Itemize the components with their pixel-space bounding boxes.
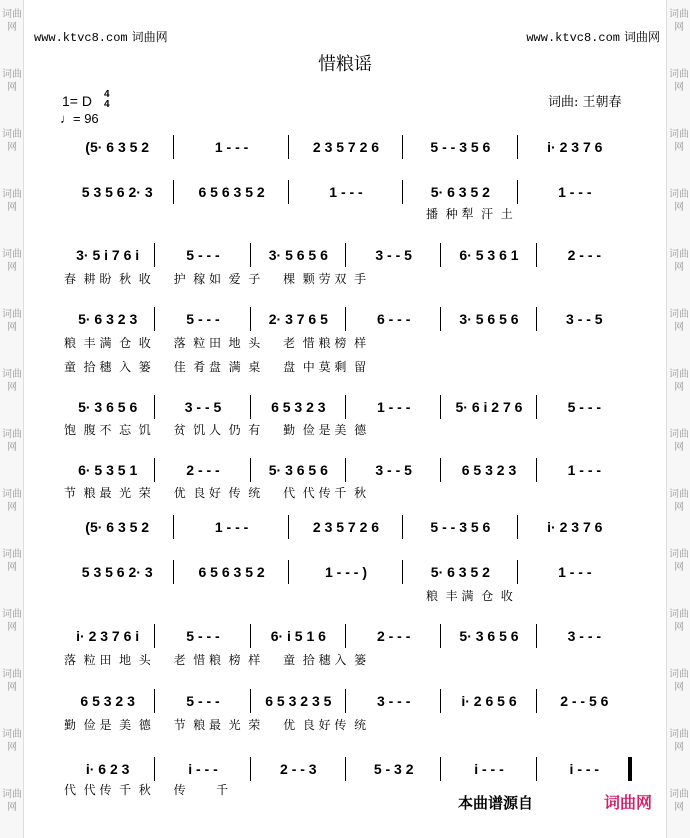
side-watermark: 词曲网 [2,729,22,753]
measure-notes: 2 - - 3 [280,761,317,777]
measure [289,135,403,159]
measure [289,560,403,584]
measure [403,180,517,204]
measure-notes: 6· i 5 1 6 [270,628,326,644]
measure-notes: 5· 3 6 5 6 [78,399,138,415]
measure-notes: 3· 5 6 5 6 [268,247,328,263]
side-watermark: 词曲网 [669,609,689,633]
measure-notes: i - - - [188,761,218,777]
measure [537,458,632,482]
measure [251,307,346,331]
header-watermark-right: www.ktvc8.com 词曲网 [526,30,660,45]
side-watermark: 词曲网 [2,369,22,393]
measure-notes: 5 - - - [186,628,220,644]
measure-notes: 1 - - - [376,399,411,415]
measure-notes: 5 - - - [186,247,220,263]
side-watermark: 词曲网 [669,369,689,393]
measure [174,135,288,159]
side-watermark: 词曲网 [669,309,689,333]
measure-notes: 2 - - - [376,628,411,644]
measure [60,515,174,539]
measure-notes: 1 - - - [558,184,592,200]
measure-notes: 2· 3 7 6 5 [268,311,328,327]
measure [537,757,632,781]
side-watermark: 词曲网 [669,429,689,453]
measure [155,624,250,648]
measure [251,458,346,482]
measure [60,689,155,713]
measure-notes: i· 2 3 7 6 i [76,628,140,644]
measure [518,560,632,584]
measure [60,560,174,584]
measure-notes: 6 5 3 2 3 [461,462,517,478]
measure-notes: 1 - - - [329,184,363,200]
measure [346,689,441,713]
measure [441,307,536,331]
measure-notes: i· 2 6 5 6 [461,693,517,709]
left-margin-strip [0,0,24,838]
score-row [60,515,632,539]
measure-notes: i - - - [569,761,600,777]
score-row [60,689,632,713]
measure [155,689,250,713]
side-watermark: 词曲网 [669,129,689,153]
measure [441,458,536,482]
side-watermark: 词曲网 [669,189,689,213]
measure-notes: (5· 6 3 5 2 [85,519,150,535]
measure [155,458,250,482]
measure-notes: 3 - - 5 [184,399,222,415]
measure [441,624,536,648]
measure-notes: 1 - - - [214,139,249,155]
measure [537,395,632,419]
brand-logo: 词曲网 [604,793,653,812]
measure-notes: 5 - - - [186,693,220,709]
measure-notes: 3· 5 6 5 6 [459,311,519,327]
side-watermark: 词曲网 [2,669,22,693]
measure-notes: 5 - - - [186,311,220,327]
measure-notes: 2 - - 5 6 [560,693,609,709]
side-watermark: 词曲网 [2,609,22,633]
side-watermark: 词曲网 [2,129,22,153]
lyrics-line: 播 种 犁 汗 土 [426,207,513,221]
measure-notes: 3 - - 5 [375,247,412,263]
measure-notes: 3 - - - [376,693,411,709]
side-watermark: 词曲网 [669,549,689,573]
composer-credit: 词曲: 王朝春 [548,95,622,110]
measure [346,757,441,781]
side-watermark: 词曲网 [669,249,689,273]
measure [60,624,155,648]
measure [537,689,632,713]
side-watermark: 词曲网 [2,549,22,573]
measure [537,307,632,331]
score-row [60,180,632,204]
measure-notes: 6 5 6 3 5 2 [198,564,265,580]
measure [403,560,517,584]
measure [403,135,517,159]
side-watermark: 词曲网 [669,729,689,753]
measure-notes: 6· 5 3 6 1 [459,247,519,263]
measure-notes: 1 - - - [558,564,592,580]
measure [346,458,441,482]
side-watermark: 词曲网 [2,249,22,273]
measure-notes: i· 2 3 7 6 [547,519,603,535]
lyrics-line: 代 代 传 千 秋 传 千 [64,783,229,797]
measure [518,135,632,159]
measure-notes: 3 - - 5 [375,462,412,478]
source-note: 本曲谱源自 [458,794,534,812]
side-watermark: 词曲网 [669,669,689,693]
right-margin-strip [666,0,690,838]
side-watermark: 词曲网 [2,9,22,33]
measure [60,135,174,159]
measure-notes: 5 3 5 6 2· 3 [81,564,153,580]
measure-notes: 6· 5 3 5 1 [78,462,138,478]
measure [60,307,155,331]
lyrics-line: 春 耕 盼 秋 收 护 稼 如 爱 子 棵 颗 劳 双 手 [64,272,367,286]
measure [441,395,536,419]
measure [174,515,288,539]
side-watermark: 词曲网 [2,309,22,333]
measure-notes: 6 5 3 2 3 [271,399,326,415]
measure-notes: 1 - - - ) [324,564,367,580]
side-watermark: 词曲网 [2,429,22,453]
measure [251,243,346,267]
measure-notes: 6 - - - [376,311,411,327]
measure-notes: 2 - - - [186,462,220,478]
measure [346,243,441,267]
measure-notes: 6 5 3 2 3 5 [265,693,332,709]
measure [441,689,536,713]
side-watermark: 词曲网 [2,69,22,93]
final-barline [628,757,632,781]
score-row [60,560,632,584]
song-title: 惜粮谣 [318,54,372,75]
measure-notes: 5· 3 6 5 6 [459,628,519,644]
measure-notes: i· 6 2 3 [85,761,130,777]
side-watermark: 词曲网 [669,789,689,813]
measure-notes: 6 5 6 3 5 2 [198,184,265,200]
lyrics-line: 节 粮 最 光 荣 优 良 好 传 统 代 代 传 千 秋 [64,486,367,500]
side-watermark: 词曲网 [669,69,689,93]
score-row [60,458,632,482]
measure [174,180,288,204]
measure [251,757,346,781]
measure [518,515,632,539]
measure [289,180,403,204]
measure-notes: 2 3 5 7 2 6 [312,519,380,535]
side-watermark: 词曲网 [669,9,689,33]
measure-notes: (5· 6 3 5 2 [85,139,150,155]
measure [60,243,155,267]
measure-notes: 2 - - - [567,247,602,263]
lyrics-line: 落 粒 田 地 头 老 惜 粮 榜 样 童 拾 穗 入 篓 [64,653,367,667]
time-signature: 4 4 [104,89,110,110]
key-signature: 1= D [62,93,92,109]
measure [155,757,250,781]
measure [518,180,632,204]
score-row [60,135,632,159]
measure [60,180,174,204]
score-row [60,395,632,419]
measure-notes: i - - - [474,761,504,777]
lyrics-line: 童 拾 穗 入 篓 佳 肴 盘 满 桌 盘 中 莫 剩 留 [64,360,367,374]
measure-notes: 6 5 3 2 3 [80,693,135,709]
measure [174,560,288,584]
measure-notes: 5· 6 3 2 3 [78,311,138,327]
measure-notes: 5 - - 3 5 6 [430,139,491,155]
measure [155,243,250,267]
side-watermark: 词曲网 [2,189,22,213]
measure [251,395,346,419]
measure [289,515,403,539]
measure-notes: 1 - - - [214,519,249,535]
measure [251,689,346,713]
measure [251,624,346,648]
measure-notes: 5 - 3 2 [373,761,414,777]
measure-notes: 5 - - 3 5 6 [430,519,491,535]
side-watermark: 词曲网 [2,489,22,513]
measure [441,243,536,267]
score-row [60,624,632,648]
measure-notes: 3 - - 5 [566,311,603,327]
score-row [60,757,632,781]
measure [155,307,250,331]
measure-notes: 5 - - - [567,399,602,415]
measure-notes: 5· 6 3 5 2 [430,564,490,580]
measure-notes: 1 - - - [567,462,602,478]
measure [346,624,441,648]
measure [60,757,155,781]
measure-notes: 2 3 5 7 2 6 [312,139,380,155]
measure [346,395,441,419]
measure [155,395,250,419]
lyrics-line: 饱 腹 不 忘 饥 贫 饥 人 仍 有 勤 俭 是 美 德 [64,423,367,437]
measure-notes: 5· 6 3 5 2 [430,184,490,200]
measure [537,624,632,648]
side-watermark: 词曲网 [2,789,22,813]
measure [60,458,155,482]
lyrics-line: 粮 丰 满 仓 收 [426,589,513,603]
measure-notes: 3 - - - [567,628,602,644]
measure-notes: 3· 5 i 7 6 i [76,247,140,263]
score-row [60,243,632,267]
header-watermark-left: www.ktvc8.com 词曲网 [34,30,168,45]
measure-notes: i· 2 3 7 6 [547,139,603,155]
measure-notes: 5 3 5 6 2· 3 [81,184,153,200]
side-watermark: 词曲网 [669,489,689,513]
measure [441,757,536,781]
measure [346,307,441,331]
tempo-marking: ♩= 96 [60,111,99,126]
score-row [60,307,632,331]
lyrics-line: 粮 丰 满 仓 收 落 粒 田 地 头 老 惜 粮 榜 样 [64,336,367,350]
measure [60,395,155,419]
measure [537,243,632,267]
lyrics-line: 勤 俭 是 美 德 节 粮 最 光 荣 优 良 好 传 统 [64,718,367,732]
measure-notes: 5· 6 i 2 7 6 [455,399,523,415]
measure [403,515,517,539]
measure-notes: 5· 3 6 5 6 [268,462,328,478]
